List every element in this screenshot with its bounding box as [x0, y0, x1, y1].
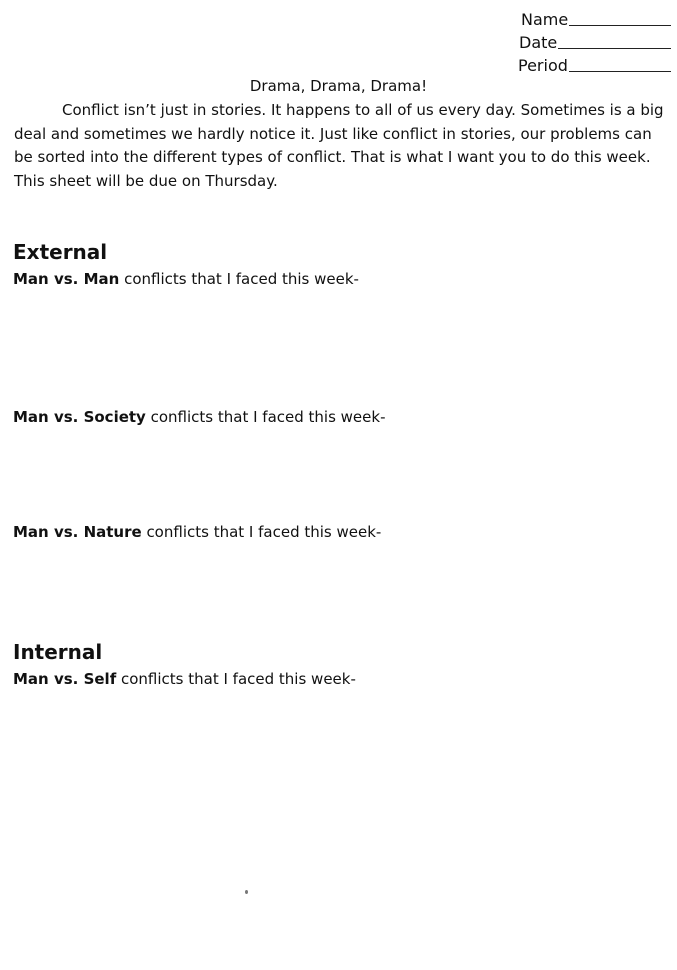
man-vs-society-prompt	[13, 408, 386, 426]
prompt-text: conflicts that I faced this week-	[145, 408, 386, 426]
worksheet-title: Drama, Drama, Drama!	[249, 77, 428, 95]
date-row	[519, 29, 671, 52]
date-label: Date	[519, 33, 558, 52]
student-info-block	[481, 6, 671, 75]
period-label: Period	[518, 56, 568, 75]
internal-heading: Internal	[13, 640, 103, 664]
prompt-text: conflicts that I faced this week-	[141, 523, 382, 541]
man-vs-self-prompt	[13, 670, 356, 688]
prompt-type: Man vs. Man	[13, 270, 120, 288]
prompt-type: Man vs. Nature	[13, 523, 142, 541]
period-row	[518, 52, 671, 75]
name-blank[interactable]	[569, 25, 671, 26]
scan-speck	[245, 890, 248, 894]
prompt-text: conflicts that I faced this week-	[116, 670, 356, 688]
name-row	[521, 6, 671, 29]
period-blank[interactable]	[569, 71, 671, 72]
man-vs-man-prompt	[13, 270, 359, 288]
prompt-text: conflicts that I faced this week-	[119, 270, 359, 288]
intro-paragraph: Conflict isn’t just in stories. It happens to all of us every day. Sometimes is a big deal and sometimes we hardly notice it. Just like conflict in stories, our problems can be sorted into the different types of conflict. That is what I want you to do this week. This sheet will be due on Thursday.	[14, 101, 664, 190]
date-blank[interactable]	[558, 48, 671, 49]
prompt-type: Man vs. Society	[13, 408, 146, 426]
prompt-type: Man vs. Self	[13, 670, 117, 688]
external-heading: External	[13, 240, 108, 264]
name-label: Name	[521, 10, 569, 29]
man-vs-nature-prompt	[13, 523, 381, 541]
